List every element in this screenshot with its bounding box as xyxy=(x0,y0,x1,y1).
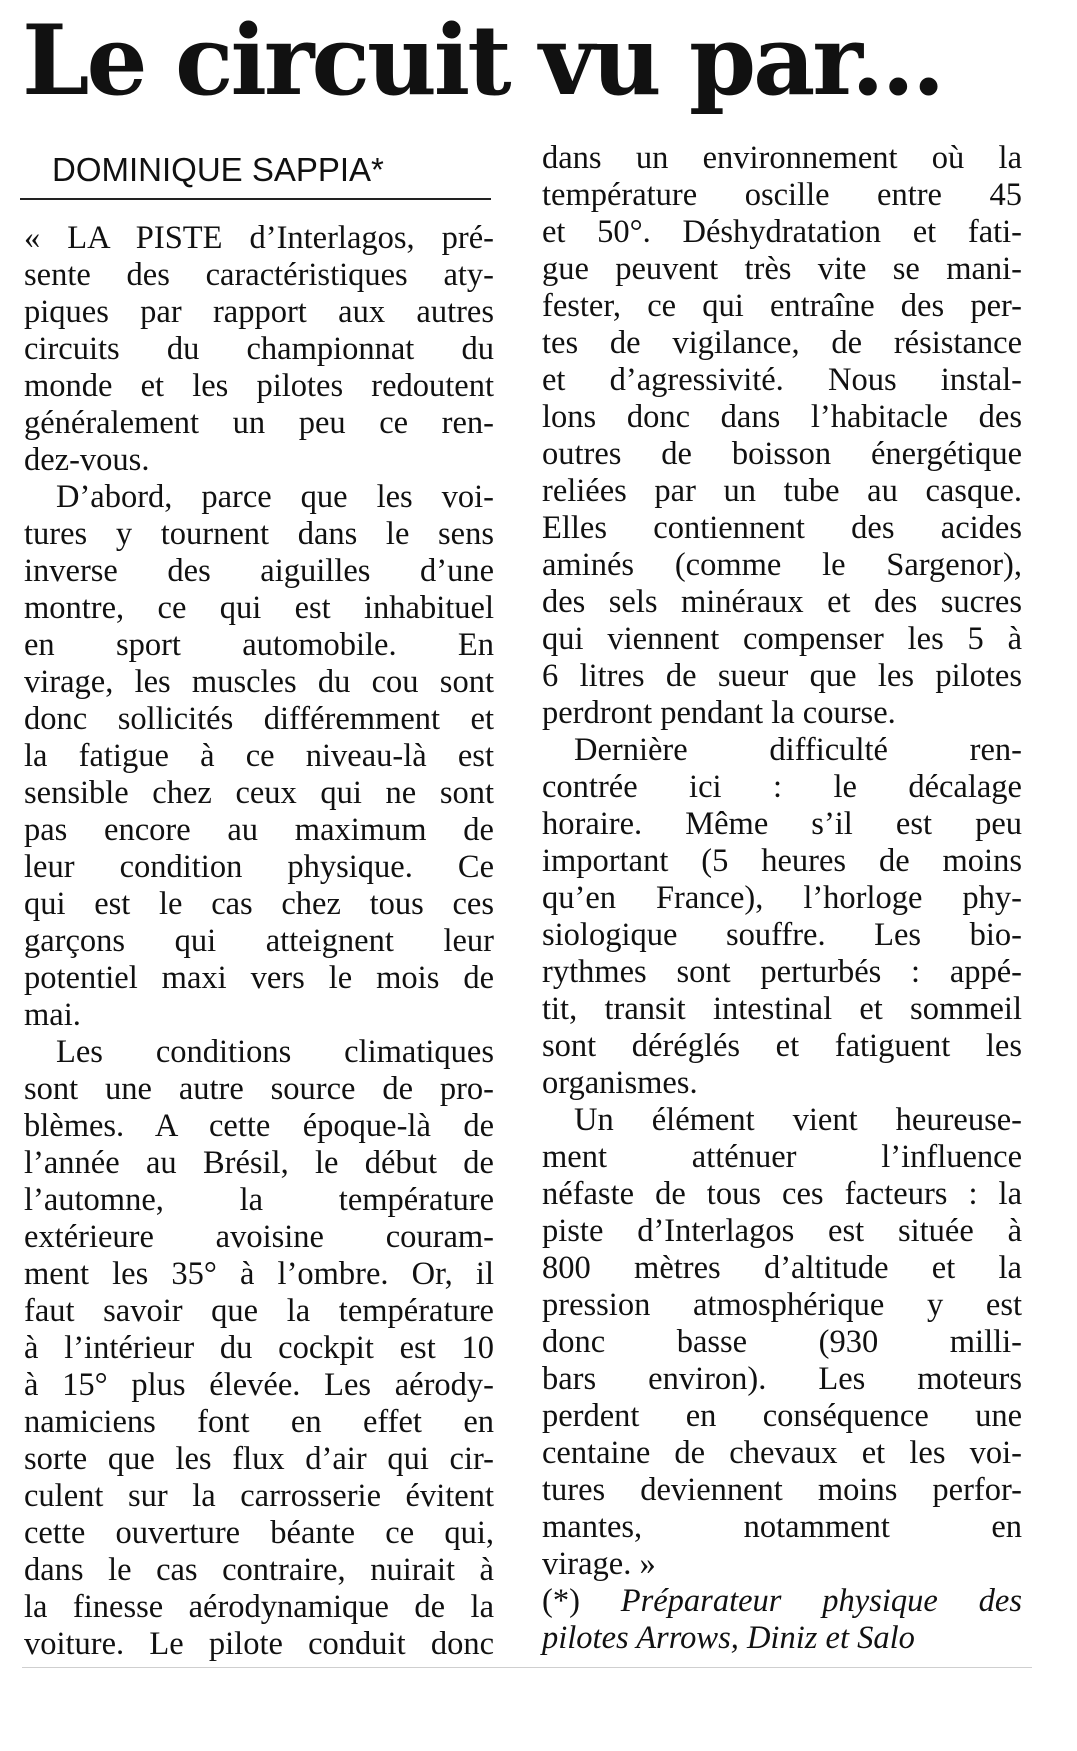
text-line: Elles contiennent des acides xyxy=(542,510,1022,546)
text-line: en sport automobile. En xyxy=(24,627,494,663)
text-line: donc basse (930 milli- xyxy=(542,1324,1022,1360)
text-line: l’année au Brésil, le début de xyxy=(24,1145,494,1181)
text-line: sont une autre source de pro- xyxy=(24,1071,494,1107)
text-line: donc sollicités différemment et xyxy=(24,701,494,737)
text-line: sont déréglés et fatiguent les xyxy=(542,1028,1022,1064)
text-line: tes de vigilance, de résistance xyxy=(542,325,1022,361)
text-line: sente des caractéristiques aty- xyxy=(24,257,494,293)
text-line: mai. xyxy=(24,997,81,1033)
text-line: organismes. xyxy=(542,1065,698,1101)
text-line: 800 mètres d’altitude et la xyxy=(542,1250,1022,1286)
text-line: température oscille entre 45 xyxy=(542,177,1022,213)
text-line: des sels minéraux et des sucres xyxy=(542,584,1022,620)
text-line: reliées par un tube au casque. xyxy=(542,473,1022,509)
text-line: et 50°. Déshydratation et fati- xyxy=(542,214,1022,250)
text-line: généralement un peu ce ren- xyxy=(24,405,494,441)
text-line: fester, ce qui entraîne des per- xyxy=(542,288,1022,324)
text-line: à l’intérieur du cockpit est 10 xyxy=(24,1330,494,1366)
text-line: et d’agressivité. Nous instal- xyxy=(542,362,1022,398)
right-column xyxy=(542,140,1022,1657)
byline: DOMINIQUE SAPPIA* xyxy=(52,151,384,188)
text-line: bars environ). Les moteurs xyxy=(542,1361,1022,1397)
text-line: 6 litres de sueur que les pilotes xyxy=(542,658,1022,694)
text-line: virage. » xyxy=(542,1546,656,1582)
text-line: circuits du championnat du xyxy=(24,331,494,367)
text-line: pas encore au maximum de xyxy=(24,812,494,848)
text-line: outres de boisson énergétique xyxy=(542,436,1022,472)
text-line: qu’en France), l’horloge phy- xyxy=(542,880,1022,916)
text-line: Les conditions climatiques xyxy=(56,1034,494,1070)
text-line: ment atténuer l’influence xyxy=(542,1139,1022,1175)
left-column xyxy=(24,220,494,1663)
text-line: l’automne, la température xyxy=(24,1182,494,1218)
text-line: montre, ce qui est inhabituel xyxy=(24,590,494,626)
text-line: blèmes. A cette époque-là de xyxy=(24,1108,494,1144)
text-line: monde et les pilotes redoutent xyxy=(24,368,494,404)
text-line: tit, transit intestinal et sommeil xyxy=(542,991,1022,1027)
text-line: qui viennent compenser les 5 à xyxy=(542,621,1022,657)
right-column-body xyxy=(542,140,1022,1583)
text-line: perdront pendant la course. xyxy=(542,695,896,731)
text-line: garçons qui atteignent leur xyxy=(24,923,494,959)
text-line: D’abord, parce que les voi- xyxy=(56,479,494,515)
text-line: centaine de chevaux et les voi- xyxy=(542,1435,1022,1471)
text-line: « LA PISTE d’Interlagos, pré- xyxy=(24,220,494,256)
text-line: dans un environnement où la xyxy=(542,140,1022,176)
text-line: namiciens font en effet en xyxy=(24,1404,494,1440)
text-line: sorte que les flux d’air qui cir- xyxy=(24,1441,494,1477)
text-line: piste d’Interlagos est située à xyxy=(542,1213,1022,1249)
text-line: important (5 heures de moins xyxy=(542,843,1022,879)
text-line: inverse des aiguilles d’une xyxy=(24,553,494,589)
text-line: faut savoir que la température xyxy=(24,1293,494,1329)
text-line: voiture. Le pilote conduit donc xyxy=(24,1626,494,1662)
text-line: contrée ici : le décalage xyxy=(542,769,1022,805)
text-line: perdent en conséquence une xyxy=(542,1398,1022,1434)
bottom-divider xyxy=(22,1667,1032,1668)
text-line: horaire. Même s’il est peu xyxy=(542,806,1022,842)
text-line: virage, les muscles du cou sont xyxy=(24,664,494,700)
text-line: tures deviennent moins perfor- xyxy=(542,1472,1022,1508)
text-line: Un élément vient heureuse- xyxy=(574,1102,1022,1138)
text-line: la fatigue à ce niveau-là est xyxy=(24,738,494,774)
text-line: lons donc dans l’habitacle des xyxy=(542,399,1022,435)
text-line: ment les 35° à l’ombre. Or, il xyxy=(24,1256,494,1292)
footnote-line xyxy=(542,1583,1022,1620)
text-line: qui est le cas chez tous ces xyxy=(24,886,494,922)
footnote-line: pilotes Arrows, Diniz et Salo xyxy=(542,1620,915,1656)
text-line: culent sur la carrosserie évitent xyxy=(24,1478,494,1514)
text-line: extérieure avoisine couram- xyxy=(24,1219,494,1255)
text-line: gue peuvent très vite se mani- xyxy=(542,251,1022,287)
text-line: Dernière difficulté ren- xyxy=(574,732,1022,768)
text-line: dans le cas contraire, nuirait à xyxy=(24,1552,494,1588)
text-line: aminés (comme le Sargenor), xyxy=(542,547,1022,583)
text-line: tures y tournent dans le sens xyxy=(24,516,494,552)
text-line: mantes, notamment en xyxy=(542,1509,1022,1545)
text-line: pression atmosphérique y est xyxy=(542,1287,1022,1323)
text-line: la finesse aérodynamique de la xyxy=(24,1589,494,1625)
text-line: siologique souffre. Les bio- xyxy=(542,917,1022,953)
text-line: leur condition physique. Ce xyxy=(24,849,494,885)
text-line: cette ouverture béante ce qui, xyxy=(24,1515,494,1551)
footnote xyxy=(542,1583,1022,1657)
text-line: néfaste de tous ces facteurs : la xyxy=(542,1176,1022,1212)
text-line: dez-vous. xyxy=(24,442,150,478)
text-line: potentiel maxi vers le mois de xyxy=(24,960,494,996)
text-line: à 15° plus élevée. Les aérody- xyxy=(24,1367,494,1403)
headline: Le circuit vu par... xyxy=(22,4,943,117)
text-line: sensible chez ceux qui ne sont xyxy=(24,775,494,811)
text-line: rythmes sont perturbés : appé- xyxy=(542,954,1022,990)
text-line: piques par rapport aux autres xyxy=(24,294,494,330)
footnote-marker: (*) xyxy=(542,1583,621,1619)
byline-divider xyxy=(20,198,491,200)
footnote-text: Préparateur physique des xyxy=(620,1583,1022,1619)
